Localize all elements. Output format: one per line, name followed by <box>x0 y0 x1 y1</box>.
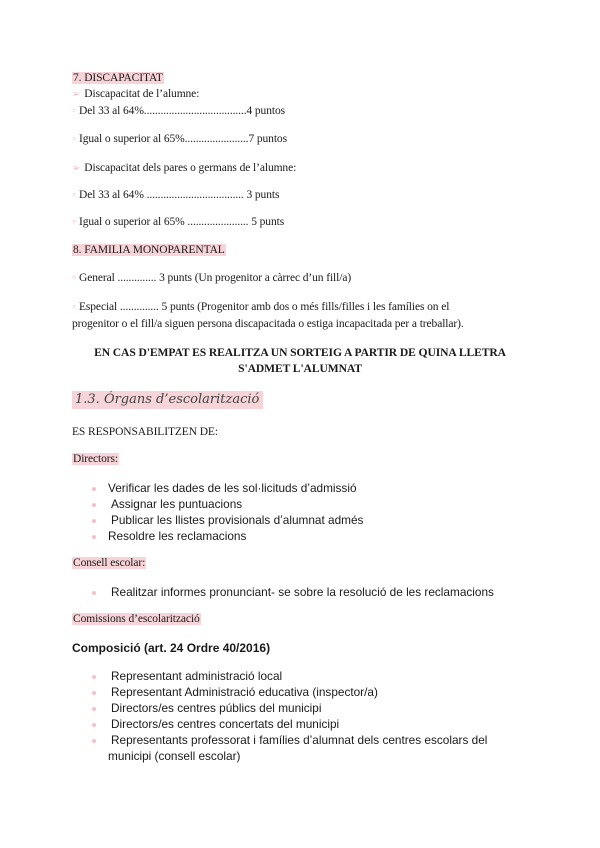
list-item: Resoldre les reclamacions <box>108 529 247 543</box>
dot-bullet-icon: ◦ <box>72 216 76 228</box>
bullet-dot-icon <box>92 739 96 743</box>
bullet-dot-icon <box>92 707 96 711</box>
section-heading: 1.3. Órgans d’escolarització <box>72 390 263 408</box>
list-item: Representant Administració educativa (inspector/a) <box>111 685 378 699</box>
bullet-dot-icon <box>92 487 96 491</box>
list-item: ◦ Del 33 al 64% ................................... 3 punts <box>72 189 280 201</box>
arrow-bullet-icon: ➢ <box>72 163 81 174</box>
composition-heading: Composició (art. 24 Ordre 40/2016) <box>72 641 271 655</box>
dot-bullet-icon: ◦ <box>72 301 76 313</box>
tie-break-notice: EN CAS D'EMPAT ES REALITZA UN SORTEIG A PARTIR DE QUINA LLETRA S'ADMET L'ALUMNAT <box>94 346 506 375</box>
dot-bullet-icon: ◦ <box>72 189 76 201</box>
list-item: Publicar les llistes provisionals d’alumnat admés <box>111 513 364 527</box>
list-item: Verificar les dades de les sol·licituds d’admissió <box>108 481 357 495</box>
subheading-disability-student: ➢ Discapacitat de l’alumne: <box>72 88 200 100</box>
list-item: Realitzar informes pronunciant- se sobre la resolució de les reclamacions <box>111 585 494 599</box>
bullet-dot-icon <box>92 535 96 539</box>
list-item: Directors/es centres públics del municipi <box>111 701 322 715</box>
arrow-bullet-icon: ➢ <box>72 89 81 100</box>
responsibilities-label: ES RESPONSABILITZEN DE: <box>72 426 218 438</box>
list-item-continuation: progenitor o el fill/a siguen persona discapacitada o estiga incapacitada per a treballar). <box>72 318 464 330</box>
bullet-dot-icon <box>92 503 96 507</box>
list-item: Representant administració local <box>111 669 283 683</box>
list-item: ◦ Especial .............. 5 punts (Progenitor amb dos o més fills/filles i les famílies on el <box>72 301 450 313</box>
list-item: ◦ Del 33 al 64%.....................................4 puntos <box>72 105 285 117</box>
bullet-dot-icon <box>92 675 96 679</box>
directors-label: Directors: <box>73 453 118 465</box>
bullet-dot-icon <box>92 691 96 695</box>
list-item: ◦ General .............. 3 punts (Un progenitor a càrrec d’un fill/a) <box>72 272 352 284</box>
list-item: Directors/es centres concertats del municipi <box>111 717 340 731</box>
subheading-disability-family: ➢ Discapacitat dels pares o germans de l’alumne: <box>72 162 297 174</box>
section-8-title: 8. FAMILIA MONOPARENTAL <box>73 244 225 256</box>
commissions-label: Comissions d’escolarització <box>73 613 200 625</box>
dot-bullet-icon: ◦ <box>72 272 76 284</box>
bullet-dot-icon <box>92 519 96 523</box>
list-item-continuation: municipi (consell escolar) <box>108 749 241 763</box>
list-item: ◦ Igual o superior al 65%.......................7 puntos <box>72 133 287 145</box>
dot-bullet-icon: ◦ <box>72 133 76 145</box>
dot-bullet-icon: ◦ <box>72 105 76 117</box>
list-item: Assignar les puntuacions <box>111 497 243 511</box>
list-item: Representants professorat i famílies d’alumnat dels centres escolars del <box>111 733 488 747</box>
school-council-label: Consell escolar: <box>73 557 146 569</box>
list-item: ◦ Igual o superior al 65% ...................... 5 punts <box>72 216 285 228</box>
bullet-dot-icon <box>92 591 96 595</box>
section-7-title: 7. DISCAPACITAT <box>73 72 163 84</box>
bullet-dot-icon <box>92 723 96 727</box>
